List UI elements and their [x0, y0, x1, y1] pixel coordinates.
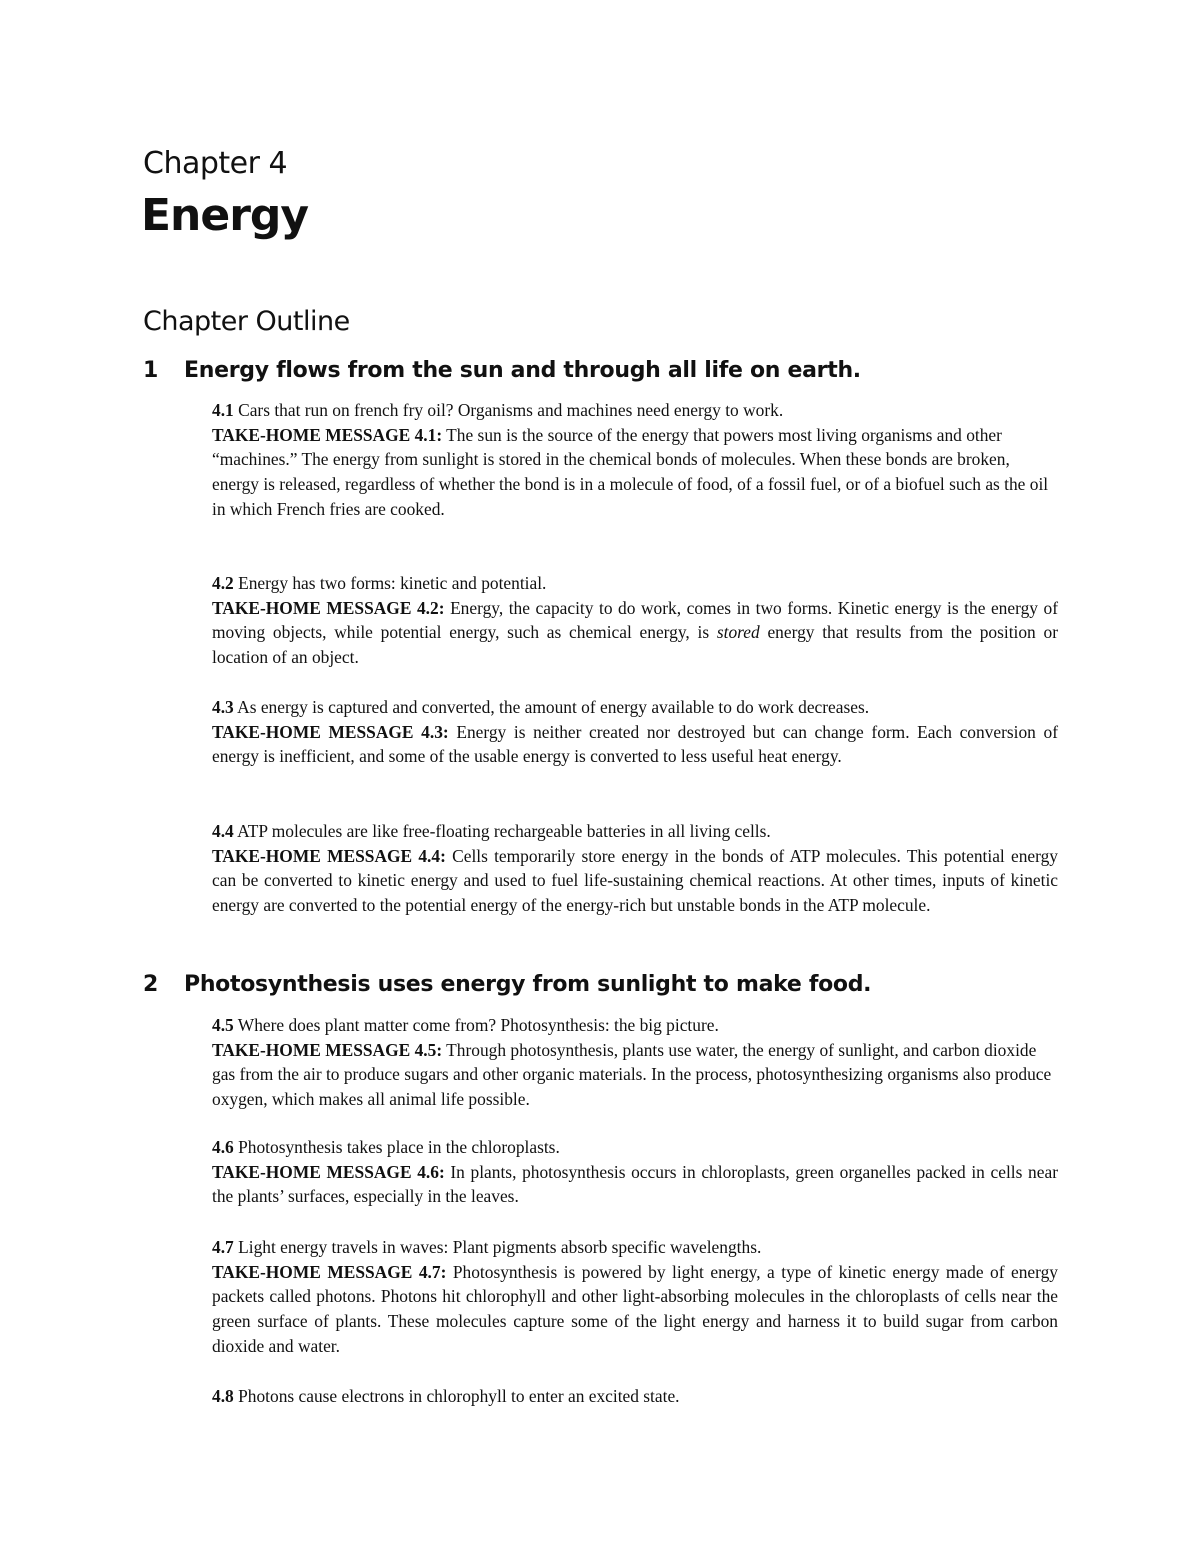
- section-title-line: [212, 1013, 1058, 1038]
- message-label: TAKE-HOME MESSAGE 4.2:: [212, 597, 445, 618]
- section-title-line: [212, 819, 1058, 844]
- message-text-end: energy that results from the position or location of an object.: [212, 622, 1058, 668]
- section-4-8: [212, 1384, 1058, 1409]
- message-label: TAKE-HOME MESSAGE 4.7:: [212, 1261, 447, 1282]
- take-home-message: [212, 844, 1058, 918]
- section-4-1: [212, 398, 1058, 522]
- message-text: Energy is neither created nor destroyed but can change form. Each conversion of energy is inefficient, and some of the usable energy is converted to less useful heat energy.: [212, 721, 1058, 767]
- message-text: In plants, photosynthesis occurs in chloroplasts, green organelles packed in cells near the plants’ surfaces, especially in the leaves.: [212, 1161, 1058, 1207]
- message-label: TAKE-HOME MESSAGE 4.6:: [212, 1161, 445, 1182]
- section-4-3: [212, 695, 1058, 769]
- section-number: 4.5: [212, 1015, 234, 1035]
- take-home-message: [212, 423, 1058, 522]
- section-title: ATP molecules are like free-floating rechargeable batteries in all living cells.: [237, 821, 771, 841]
- section-number: 4.4: [212, 821, 234, 841]
- part-number: 2: [143, 972, 159, 997]
- section-title: Where does plant matter come from? Photosynthesis: the big picture.: [237, 1015, 719, 1035]
- section-number: 4.8: [212, 1386, 234, 1406]
- message-emphasis: stored: [716, 622, 760, 643]
- message-text: The sun is the source of the energy that powers most living organisms and other “machines.” The energy from sunlight is stored in the chemical bonds of molecules. When these bonds are broken, energy is released, regardless of whether the bond is in a molecule of food, of a fossil fuel, or of a biofuel such as the oil in which French fries are cooked.: [212, 424, 1049, 519]
- section-title-line: [212, 1235, 1058, 1260]
- outline-title: Chapter Outline: [143, 306, 350, 337]
- part-heading: [143, 358, 861, 383]
- message-label: TAKE-HOME MESSAGE 4.3:: [212, 721, 449, 742]
- message-label: TAKE-HOME MESSAGE 4.5:: [212, 1039, 443, 1060]
- message-text: Energy, the capacity to do work, comes in two forms. Kinetic energy is the energy of moving objects, while potential energy, such as chemical energy, is: [212, 597, 1058, 643]
- section-title: Photons cause electrons in chlorophyll to enter an excited state.: [238, 1386, 680, 1406]
- message-label: TAKE-HOME MESSAGE 4.1:: [212, 424, 443, 445]
- section-title: As energy is captured and converted, the amount of energy available to do work decreases.: [237, 697, 870, 717]
- take-home-message: [212, 596, 1058, 670]
- message-text: Photosynthesis is powered by light energy, a type of kinetic energy made of energy packets called photons. Photons hit chlorophyll and other light-absorbing molecules in the chloroplasts of cells near the green surface of plants. These molecules capture some of the light energy and harness it to build sugar from carbon dioxide and water.: [212, 1261, 1059, 1356]
- part-heading: [143, 972, 871, 997]
- part-number: 1: [143, 358, 159, 383]
- section-title-line: [212, 571, 1058, 596]
- part-heading-text: Energy flows from the sun and through all life on earth.: [184, 358, 861, 383]
- take-home-message: [212, 1038, 1058, 1112]
- section-4-6: [212, 1135, 1058, 1209]
- part-heading-text: Photosynthesis uses energy from sunlight to make food.: [184, 972, 872, 997]
- section-title-line: [212, 695, 1058, 720]
- section-title: Photosynthesis takes place in the chloroplasts.: [238, 1137, 560, 1157]
- section-number: 4.6: [212, 1137, 234, 1157]
- message-text: Cells temporarily store energy in the bonds of ATP molecules. This potential energy can be converted to kinetic energy and used to fuel life-sustaining chemical reactions. At other times, inputs of kinetic energy are converted to the potential energy of the energy-rich but unstable bonds in the ATP molecule.: [212, 845, 1058, 916]
- take-home-message: [212, 1260, 1058, 1359]
- section-title-line: [212, 1384, 1058, 1409]
- section-number: 4.7: [212, 1237, 234, 1257]
- message-text: Through photosynthesis, plants use water, the energy of sunlight, and carbon dioxide gas from the air to produce sugars and other organic materials. In the process, photosynthesizing organisms also produce oxygen, which makes all animal life possible.: [212, 1039, 1052, 1110]
- section-number: 4.2: [212, 573, 234, 593]
- section-4-7: [212, 1235, 1058, 1359]
- section-4-5: [212, 1013, 1058, 1112]
- message-label: TAKE-HOME MESSAGE 4.4:: [212, 845, 446, 866]
- section-title: Cars that run on french fry oil? Organisms and machines need energy to work.: [238, 400, 784, 420]
- take-home-message: [212, 1160, 1058, 1209]
- section-4-2: [212, 571, 1058, 670]
- section-title-line: [212, 1135, 1058, 1160]
- section-title: Light energy travels in waves: Plant pigments absorb specific wavelengths.: [238, 1237, 762, 1257]
- chapter-title: Energy: [141, 190, 309, 241]
- chapter-label: Chapter 4: [143, 146, 288, 181]
- section-title: Energy has two forms: kinetic and potential.: [238, 573, 547, 593]
- section-title-line: [212, 398, 1058, 423]
- section-number: 4.1: [212, 400, 234, 420]
- section-4-4: [212, 819, 1058, 918]
- take-home-message: [212, 720, 1058, 769]
- section-number: 4.3: [212, 697, 234, 717]
